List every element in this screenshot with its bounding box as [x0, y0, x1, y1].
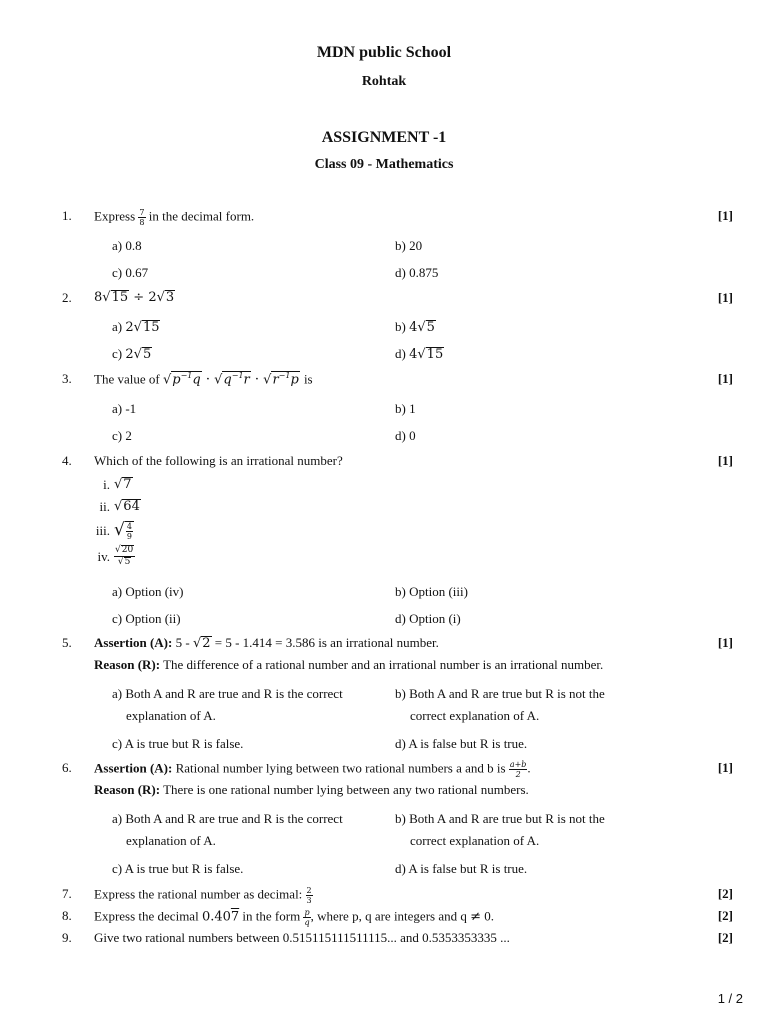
question-number: 5.	[62, 635, 72, 650]
option-b: b) Both A and R are true but R is not the	[395, 811, 605, 826]
option-a-cont: explanation of A.	[126, 708, 216, 723]
fraction: $\frac{7}{8}$	[139, 208, 145, 227]
question-marks: [2]	[717, 886, 733, 901]
question-marks: [1]	[717, 290, 733, 305]
question-marks: [2]	[717, 930, 733, 945]
option-d: d) A is false but R is true.	[395, 861, 528, 876]
option-b-cont: correct explanation of A.	[410, 833, 540, 848]
question-stem: Give two rational numbers between 0.515115111511115... and 0.5353353335 ...	[94, 930, 510, 945]
question-marks: [1]	[717, 208, 733, 223]
option-c: c) 0.67	[112, 265, 149, 280]
option-b: b) 20	[395, 238, 423, 253]
school-city: Rohtak	[361, 74, 407, 89]
option-d: d) 0.875	[395, 265, 439, 280]
question-stem: Express $\frac{7}{8}$ in the decimal form.	[94, 208, 255, 227]
option-b: b) 4√5	[395, 319, 435, 335]
question-marks: [1]	[717, 371, 733, 386]
question-number: 7.	[62, 886, 72, 901]
question-number: 8.	[62, 908, 72, 923]
question-number: 1.	[62, 208, 72, 223]
option-c: c) A is true but R is false.	[112, 861, 244, 876]
option-c: c) Option (ii)	[112, 611, 181, 626]
question-stem: Which of the following is an irrational number?	[94, 453, 343, 468]
question-stem: The value of $√p^{-1}q \cdot √q^{-1}r \cdot √r^{-1}p$ is	[94, 371, 313, 388]
question-number: 9.	[62, 930, 72, 945]
question-number: 6.	[62, 760, 72, 775]
question-marks: [1]	[717, 453, 733, 468]
option-a: a) Option (iv)	[112, 584, 184, 599]
option-d: d) 4√15	[395, 346, 444, 362]
option-a: a) Both A and R are true and R is the correct	[112, 686, 343, 701]
assertion: Assertion (A): Rational number lying between two rational numbers a and b is $\frac{a+b}{2}$ .	[94, 760, 531, 779]
option-b: b) 1	[395, 401, 416, 416]
assertion: Assertion (A): 5 - √2 = 5 - 1.414 = 3.586 is an irrational number.	[94, 635, 439, 651]
option-a: a) Both A and R are true and R is the correct	[112, 811, 343, 826]
question-number: 2.	[62, 290, 72, 305]
question-number: 3.	[62, 371, 72, 386]
school-name: MDN public School	[316, 44, 452, 61]
question-stem: 8√15 ÷ 2√3	[94, 290, 175, 305]
question-stem: Express the decimal 0.407 in the form $\frac{p}{q}$ , where p, q are integers and q ≠ 0.	[94, 908, 495, 927]
option-b: b) Option (iii)	[395, 584, 468, 599]
page-number: 1 / 2	[717, 991, 743, 1006]
assignment-title: ASSIGNMENT -1	[321, 129, 447, 146]
question-number: 4.	[62, 453, 72, 468]
option-a-cont: explanation of A.	[126, 833, 216, 848]
question-stem: Express the rational number as decimal: $\frac{2}{3}$	[94, 886, 312, 905]
assignment-page: MDN public School Rohtak ASSIGNMENT -1 Class 09 - Mathematics 1. Express $\frac{7}{8}$ in the decimal form. [1] a) 0.8 b) 20 c) 0.67 d) 0.875 2. 8√15 ÷ 2√3 [1] a) 2√15 b) 4√5 c) 2√5 d) 4√15 3. The value of $√p^{-1}q \cdot √q^{-1}r \cdot √r^{-1}p$ is [1] a) -1 b) 1 c) 2 d) 0 4. Which of the following is an irrational number? [1] i. √7 ii. √64 iii. √ $\frac{4}{9}$ iv. $\frac{√20}{√5}$ a) Option (iv) b) Option (iii) c) Option (ii) d) Option (i) 5. Assertion (A): 5 - √2 = 5 - 1.414 = 3.586 is an irrational number. [1] Reason (R): The difference of a rational number and an irrational number is an irrational number. a) Both A and R are true and R is the correct explanation of A. b) Both A and R are true but R is not the correct explanation of A. c) A is true but R is false. d) A is false but R is true. 6. Assertion (A): Rational number lying between two rational numbers a and b is $\frac{a+b}{2}$ . [1] Reason (R): There is one rational number lying between any two rational numbers. a) Both A and R are true and R is the correct explanation of A. b) Both A and R are true but R is not the correct explanation of A. c) A is true but R is false. d) A is false but R is true. 7. Express the rational number as decimal: $\frac{2}{3}$ [2] 8. Express the decimal 0.407 in the form $\frac{p}{q}$ , where p, q are integers and q ≠ 0. [2] 9. Give two rational numbers between 0.515115111511115... and 0.5353353335 ... [2] 1 / 2	[0, 0, 768, 1024]
option-b-cont: correct explanation of A.	[410, 708, 540, 723]
question-marks: [2]	[717, 908, 733, 923]
option-a: a) 2√15	[112, 319, 160, 335]
option-d: d) A is false but R is true.	[395, 736, 528, 751]
option-b: b) Both A and R are true but R is not the	[395, 686, 605, 701]
option-d: d) 0	[395, 428, 416, 443]
option-a: a) 0.8	[112, 238, 142, 253]
class-subject: Class 09 - Mathematics	[314, 157, 454, 172]
option-c: c) 2√5	[112, 346, 152, 362]
option-a: a) -1	[112, 401, 137, 416]
radical-product: $√p^{-1}q \cdot √q^{-1}r \cdot √r^{-1}p$	[162, 371, 299, 388]
option-c: c) 2	[112, 428, 132, 443]
question-marks: [1]	[717, 760, 733, 775]
option-d: d) Option (i)	[395, 611, 461, 626]
option-c: c) A is true but R is false.	[112, 736, 244, 751]
question-marks: [1]	[717, 635, 733, 650]
